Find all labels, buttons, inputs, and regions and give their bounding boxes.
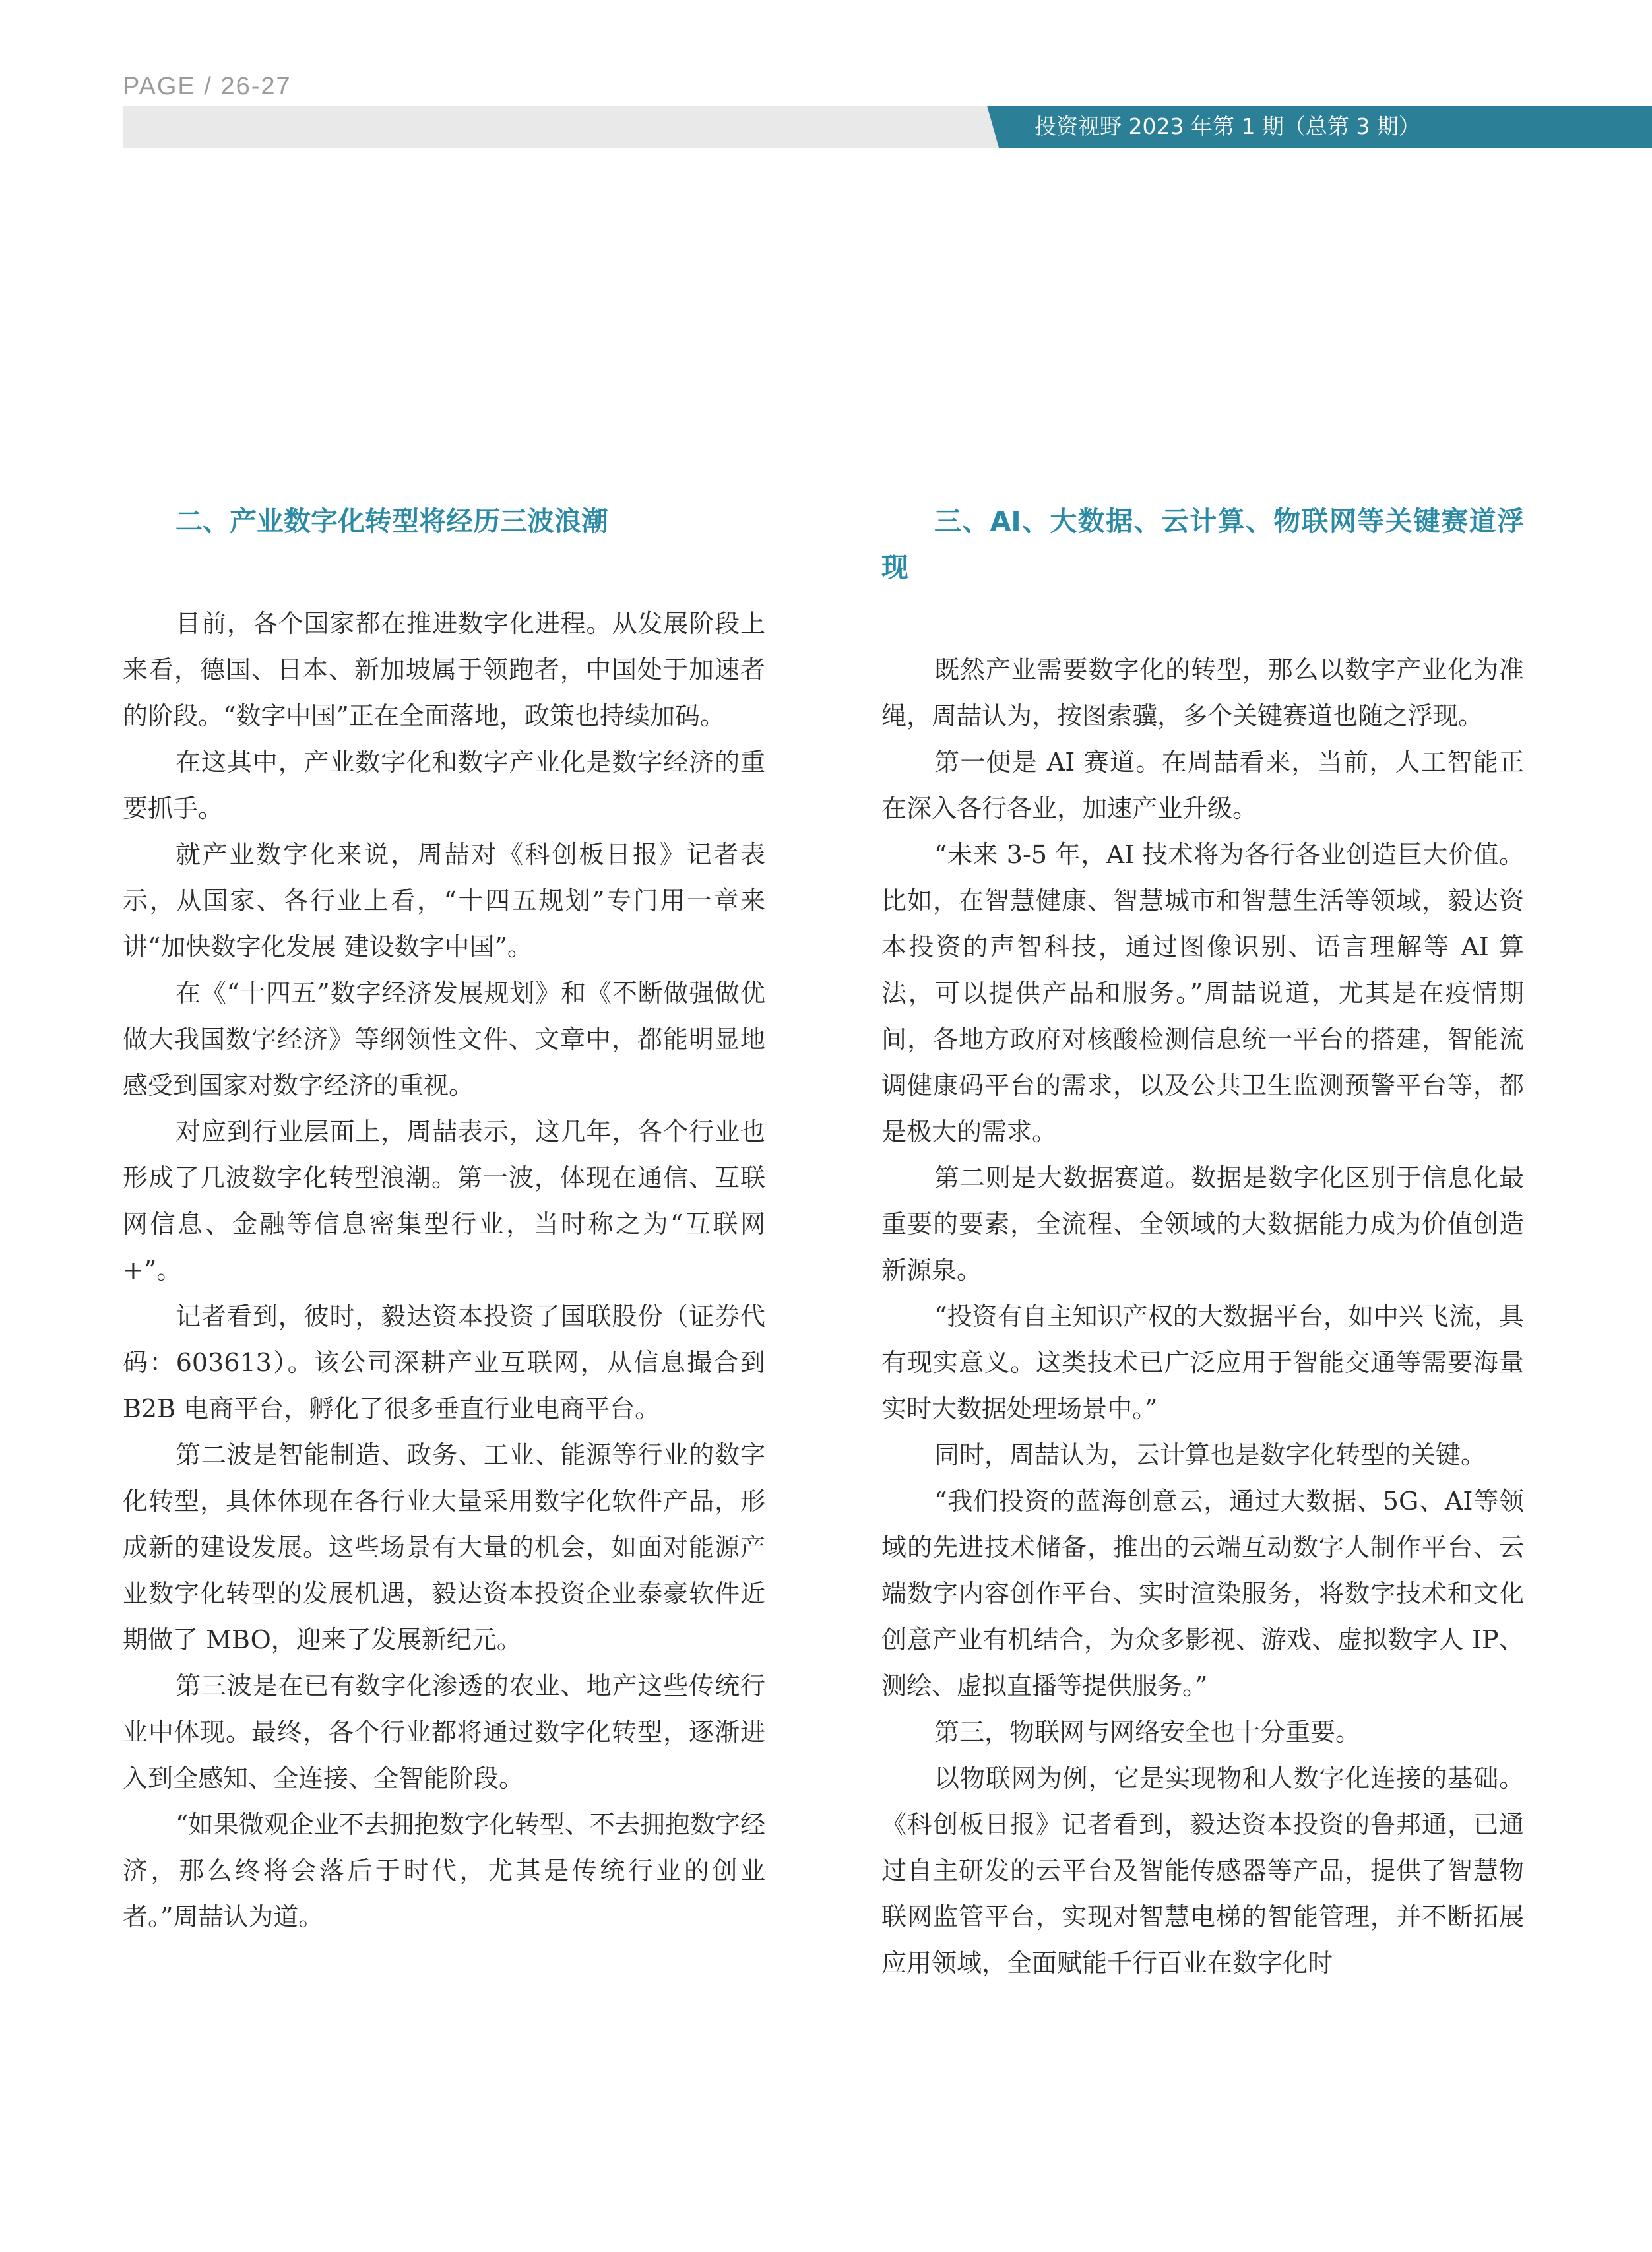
section-heading-left: 二、产业数字化转型将经历三波浪潮 xyxy=(175,505,608,537)
left-column-body xyxy=(123,600,765,1940)
paragraph: 既然产业需要数字化的转型，那么以数字产业化为准绳，周喆认为，按图索骥，多个关键赛道也随之浮现。 xyxy=(881,655,1524,730)
section-heading-right: 三、AI、大数据、云计算、物联网等关键赛道浮现 xyxy=(881,505,1524,583)
paragraph: 就产业数字化来说，周喆对《科创板日报》记者表示，从国家、各行业上看，“十四五规划”专门用一章来讲“加快数字化发展 建设数字中国”。 xyxy=(123,840,765,961)
paragraph: 对应到行业层面上，周喆表示，这几年，各个行业也形成了几波数字化转型浪潮。第一波，体现在通信、互联网信息、金融等信息密集型行业，当时称之为“互联网 +”。 xyxy=(123,1117,765,1285)
paragraph: 同时，周喆认为，云计算也是数字化转型的关键。 xyxy=(934,1440,1486,1469)
paragraph: 第二波是智能制造、政务、工业、能源等行业的数字化转型，具体体现在各行业大量采用数字化软件产品，形成新的建设发展。这些场景有大量的机会，如面对能源产业数字化转型的发展机遇，毅达资本投资企业泰豪软件近期做了 MBO，迎来了发展新纪元。 xyxy=(123,1440,765,1654)
paragraph: “我们投资的蓝海创意云，通过大数据、5G、AI等领域的先进技术储备，推出的云端互动数字人制作平台、云端数字内容创作平台、实时渲染服务，将数字技术和文化创意产业有机结合，为众多影视、游戏、虚拟数字人 IP、测绘、虚拟直播等提供服务。” xyxy=(881,1487,1524,1700)
page-number: PAGE / 26-27 xyxy=(123,73,292,100)
paragraph: 记者看到，彼时，毅达资本投资了国联股份（证券代码：603613）。该公司深耕产业互联网，从信息撮合到 B2B 电商平台，孵化了很多垂直行业电商平台。 xyxy=(123,1302,765,1423)
paragraph: 第三，物联网与网络安全也十分重要。 xyxy=(934,1718,1361,1747)
magazine-issue-label: 投资视野 2023 年第 1 期（总第 3 期） xyxy=(1034,113,1420,139)
paragraph: 第二则是大数据赛道。数据是数字化区别于信息化最重要的要素，全流程、全领域的大数据能力成为价值创造新源泉。 xyxy=(881,1163,1524,1285)
paragraph: “如果微观企业不去拥抱数字化转型、不去拥抱数字经济，那么终将会落后于时代，尤其是传统行业的创业者。”周喆认为道。 xyxy=(123,1810,765,1931)
paragraph: 第一便是 AI 赛道。在周喆看来，当前，人工智能正在深入各行各业，加速产业升级。 xyxy=(881,748,1524,823)
paragraph: 目前，各个国家都在推进数字化进程。从发展阶段上来看，德国、日本、新加坡属于领跑者，中国处于加速者的阶段。“数字中国”正在全面落地，政策也持续加码。 xyxy=(123,609,765,730)
paragraph: 在这其中，产业数字化和数字产业化是数字经济的重要抓手。 xyxy=(123,748,765,823)
paragraph: 在《“十四五”数字经济发展规划》和《不断做强做优做大我国数字经济》等纲领性文件、文章中，都能明显地感受到国家对数字经济的重视。 xyxy=(123,979,765,1100)
right-column xyxy=(881,498,1524,1986)
paragraph: 第三波是在已有数字化渗透的农业、地产这些传统行业中体现。最终，各个行业都将通过数字化转型，逐渐进入到全感知、全连接、全智能阶段。 xyxy=(123,1671,765,1793)
paragraph: “未来 3-5 年，AI 技术将为各行各业创造巨大价值。比如，在智慧健康、智慧城市和智慧生活等领域，毅达资本投资的声智科技，通过图像识别、语言理解等 AI 算法，可以提供产品和服务。”周喆说道，尤其是在疫情期间，各地方政府对核酸检测信息统一平台的搭建，智能流调健康码平台的需求，以及公共卫生监测预警平台等，都是极大的需求。 xyxy=(881,840,1524,1146)
paragraph: “投资有自主知识产权的大数据平台，如中兴飞流，具有现实意义。这类技术已广泛应用于智能交通等需要海量实时大数据处理场景中。” xyxy=(881,1302,1524,1423)
left-column xyxy=(123,498,765,1940)
right-column-body xyxy=(881,647,1524,1986)
paragraph: 以物联网为例，它是实现物和人数字化连接的基础。《科创板日报》记者看到，毅达资本投资的鲁邦通，已通过自主研发的云平台及智能传感器等产品，提供了智慧物联网监管平台，实现对智慧电梯的智能管理，并不断拓展应用领域，全面赋能千行百业在数字化时 xyxy=(881,1764,1524,1978)
